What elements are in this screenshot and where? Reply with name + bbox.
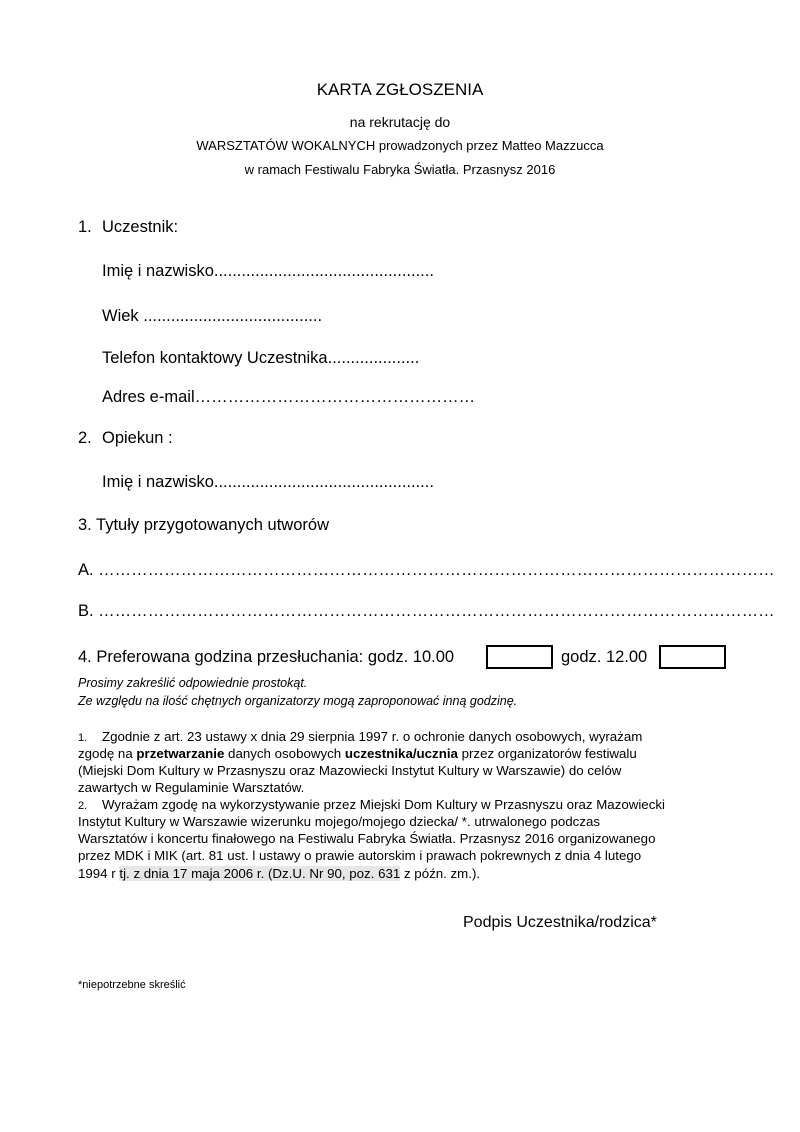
time-12-label: godz. 12.00 [561,648,648,666]
workshop-name: WARSZTATÓW WOKALNYCH prowadzonych przez Matteo Mazzucca [196,138,604,153]
form-title: KARTA ZGŁOSZENIA [316,80,484,99]
guardian-name-field: Imię i nazwisko................................................ [102,473,434,491]
section-3-label: 3. Tytuły przygotowanych utworów [78,516,329,534]
consent-1-line: (Miejski Dom Kultury w Przasnyszu oraz Mazowiecki Instytut Kultury w Warszawie) do celów [78,763,622,778]
song-title-b-field: B. …………………………………………………………………………………………………………… [78,602,775,620]
consent-1-line: Zgodnie z art. 23 ustawy x dnia 29 sierpnia 1997 r. o ochronie danych osobowych, wyrażam [102,729,643,744]
signature-label: Podpis Uczestnika/rodzica* [463,914,657,931]
section-2-number: 2. [78,429,92,447]
consent-2-line: Warsztatów i koncertu finałowego na Festiwalu Fabryka Światła. Przasnysz 2016 organizowanego [78,831,656,846]
section-1-number: 1. [78,218,92,236]
section-4-label: 4. Preferowana godzina przesłuchania: godz. 10.00 [78,648,455,666]
consent-2-line: 1994 r tj. z dnia 17 maja 2006 r. (Dz.U. Nr 90, poz. 631 z późn. zm.). [78,866,481,881]
consent-2-line: Instytut Kultury w Warszawie wizerunku mojego/mojego dziecka/ *. utrwalonego podczas [78,814,601,829]
consent-1-number: 1. [78,732,88,744]
festival-name: w ramach Festiwalu Fabryka Światła. Przasnysz 2016 [244,162,556,177]
song-title-a-field: A. …………………………………………………………………………………………………………… [78,561,775,579]
footnote: *niepotrzebne skreślić [78,979,186,991]
section-2-label: Opiekun : [102,429,173,447]
time-12-checkbox[interactable] [659,645,726,669]
section-1-label: Uczestnik: [102,218,179,236]
consent-1-line: zawartych w Regulaminie Warsztatów. [78,780,305,795]
participant-phone-field: Telefon kontaktowy Uczestnika.................... [102,349,420,367]
consent-2-line: przez MDK i MIK (art. 81 ust. l ustawy o prawie autorskim i prawach pokrewnych z dnia 4 lutego [78,848,642,863]
participant-name-field: Imię i nazwisko................................................ [102,262,434,280]
time-10-checkbox[interactable] [486,645,553,669]
consent-1-line: zgodę na przetwarzanie danych osobowych uczestnika/ucznia przez organizatorów festiwalu [78,746,637,761]
participant-email-field: Adres e-mail…………………………………………… [102,388,476,406]
form-subtitle: na rekrutację do [349,114,451,130]
participant-age-field: Wiek ....................................... [102,307,323,325]
consent-2-line: Wyrażam zgodę na wykorzystywanie przez Miejski Dom Kultury w Przasnyszu oraz Mazowiecki [102,797,665,812]
consent-2-number: 2. [78,800,88,812]
availability-note: Ze względu na ilość chętnych organizatorzy mogą zaproponować inną godzinę. [78,694,518,708]
instruction-note: Prosimy zakreślić odpowiednie prostokąt. [78,676,308,690]
